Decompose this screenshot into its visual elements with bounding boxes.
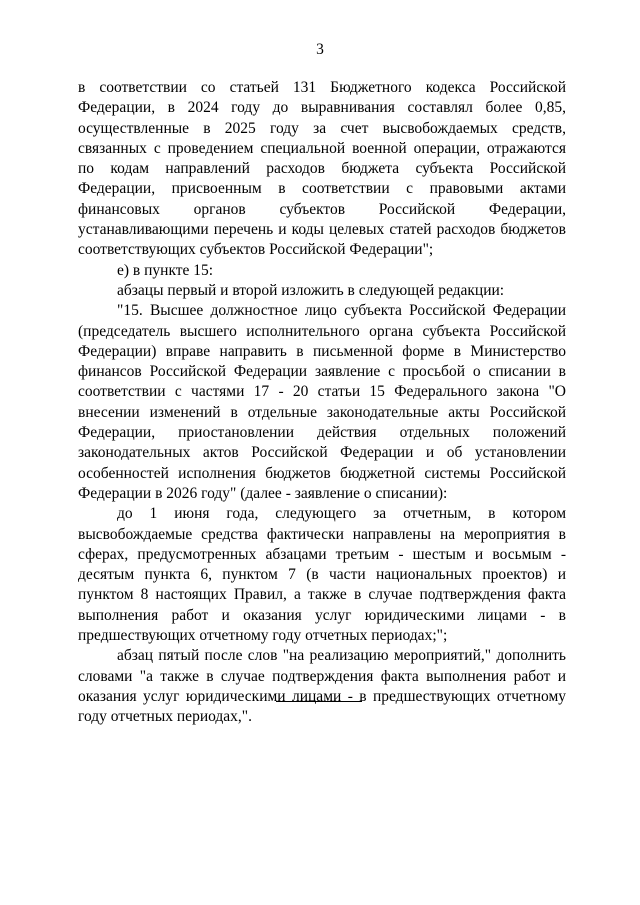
paragraph-deadline: до 1 июня года, следующего за отчетным, в котором высвобождаемые средства фактически направлены на мероприятия в сферах, предусмотренных абзацами третьим - шестым и восьмым - десятым пункта 6, пунктом 7 (в части национальных проектов) и пунктом 8 настоящих Правил, а также в случае подтверждения факта выполнения работ и оказания услуг юридическими лицами - в предшествующих отчетному году отчетных периодах;";	[78, 505, 566, 645]
end-separator-line	[276, 701, 362, 702]
document-body	[78, 78, 566, 728]
page-number: 3	[316, 41, 324, 58]
paragraph-point-15: "15. Высшее должностное лицо субъекта Российской Федерации (председатель высшего исполнительного органа субъекта Российской Федерации) вправе направить в письменной форме в Министерство финансов Российской Федерации заявление с просьбой о списании в соответствии с частями 17 - 20 статьи 15 Федерального закона "О внесении изменений в отдельные законодательные акты Российской Федерации, приостановлении действия отдельных положений законодательных актов Российской Федерации и об установлении особенностей исполнения бюджетов бюджетной системы Российской Федерации в 2026 году" (далее - заявление о списании):	[78, 302, 566, 502]
paragraph-amendment: абзац пятый после слов "на реализацию мероприятий," дополнить словами "а также в случае подтверждения факта выполнения работ и оказания услуг юридическими лицами - в предшествующих отчетному году отчетных периодах,".	[78, 647, 566, 726]
paragraph-subitem-e: е) в пункте 15:	[117, 261, 214, 279]
paragraph-instruction: абзацы первый и второй изложить в следующей редакции:	[117, 281, 505, 299]
paragraph-continuation: в соответствии со статьей 131 Бюджетного кодекса Российской Федерации, в 2024 году до выравнивания составлял более 0,85, осуществленные в 2025 году за счет высвобождаемых средств, связанных с проведением специальной военной операции, отражаются по кодам направлений расходов бюджета субъекта Российской Федерации, присвоенным в соответствии с правовыми актами финансовых органов субъектов Российской Федерации, устанавливающими перечень и коды целевых статей расходов бюджетов соответствующих субъектов Российской Федерации";	[78, 79, 566, 259]
